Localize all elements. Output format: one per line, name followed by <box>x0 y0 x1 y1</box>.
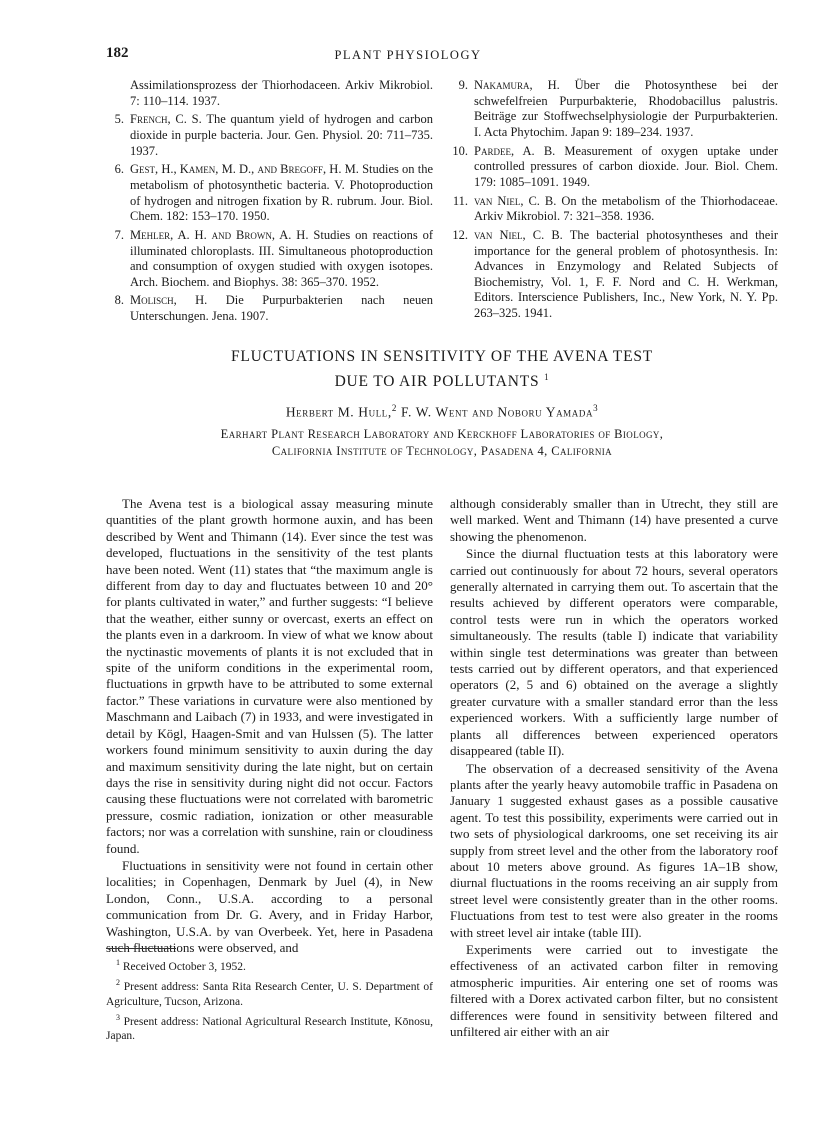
footnote-marker: 1 <box>544 372 550 382</box>
reference-number: 7. <box>114 227 124 242</box>
reference-item <box>106 162 433 224</box>
footnote-text: Received October 3, 1952. <box>122 960 246 973</box>
reference-number: 6. <box>114 162 124 177</box>
footnote-text: Present address: Santa Rita Research Center, U. S. Department of Agriculture, Tucson, Arizona. <box>106 980 434 1008</box>
reference-text: On the metabolism of the Thiorhodaceae. Arkiv Mikrobiol. 7: 321–358. 1936. <box>474 193 778 224</box>
body-right-column <box>450 496 778 1041</box>
author-line <box>106 403 778 421</box>
reference-authors: Mehler, A. H. and Brown, A. H. <box>130 227 309 242</box>
references-right-column <box>450 78 778 325</box>
reference-authors: Pardee, A. B. <box>474 143 556 158</box>
footnotes <box>106 955 433 1044</box>
reference-text: Die Purpurbakterien nach neuen Unterschungen. Jena. 1907. <box>130 293 433 324</box>
reference-item <box>106 228 433 290</box>
body-paragraph: although considerably smaller than in Utrecht, they still are well marked. Went and Thimann (14) have presented a curve showing the phenomenon. <box>450 496 778 544</box>
reference-number: 10. <box>452 143 468 158</box>
footnote-marker: 3 <box>116 1012 120 1022</box>
reference-authors: French, C. S. <box>130 112 202 127</box>
reference-authors: Nakamura, H. <box>474 78 560 92</box>
reference-text: The bacterial photosyntheses and their importance for the general problem of photosynthesis. In: Advances in Enzymology and Related Subjects of Biochemistry, Vol. 1, F. F. Nord and C. H. Werkman, Editors. Interscience Publishers, Inc., New York, N. Y. Pp. 263–325. 1941. <box>474 227 778 320</box>
reference-item <box>450 228 778 322</box>
footnote <box>106 1010 433 1045</box>
reference-authors: Gest, H., Kamen, M. D., and Bregoff, H. M. <box>130 162 359 177</box>
title-line-2 <box>106 367 778 392</box>
reference-number: 8. <box>114 293 124 308</box>
reference-text: Assimilationsprozess der Thiorhodaceen. Arkiv Mikrobiol. 7: 110–114. 1937. <box>130 78 433 108</box>
reference-number: 9. <box>458 78 468 92</box>
reference-item <box>106 293 433 324</box>
reference-text: The quantum yield of hydrogen and carbon dioxide in purple bacteria. Jour. Gen. Physiol. 20: 711–735. 1937. <box>130 112 433 158</box>
page-number: 182 <box>106 45 129 61</box>
title-line: FLUCTUATIONS IN SENSITIVITY OF THE AVENA TEST <box>230 348 654 365</box>
reference-text: Studies on the metabolism of photosynthetic bacteria. V. Photoproduction of hydrogen and nitrogen fixation by R. rubrum. Jour. Biol. Chem. 182: 153–170. 1950. <box>130 162 433 224</box>
footnote <box>106 955 433 975</box>
reference-authors: van Niel, C. B. <box>474 193 557 208</box>
reference-item <box>106 112 433 159</box>
author-name: F. W. Went and Noboru Yamada <box>400 404 594 420</box>
reference-text: Studies on reactions of illuminated chloroplasts. III. Simultaneous photoproduction and consumption of oxygen studied with oxygen isotopes. Arch. Biochem. and Biophys. 38: 365–370. 1952. <box>130 227 434 289</box>
reference-number: 12. <box>452 227 468 242</box>
reference-authors: Molisch, H. <box>130 293 208 308</box>
affiliation-line: California Institute of Technology, Pasadena 4, California <box>271 443 613 458</box>
running-header: PLANT PHYSIOLOGY <box>334 48 482 62</box>
footnote <box>106 975 433 1010</box>
body-paragraph: Fluctuations in sensitivity were not found in certain other localities; in Copenhagen, Denmark by Juel (4), in New London, Conn., U.S.A. according to a personal communication from Dr. G. Avery, and in Friday Harbor, Washington, U.S.A. by van Overbeek. Yet, here in Pasadena such fluctuations were observed, and <box>106 857 433 955</box>
title-line: DUE TO AIR POLLUTANTS <box>334 373 540 391</box>
body-paragraph: Experiments were carried out to investigate the effectiveness of an activated carbon filter in removing atmospheric impurities. Air entering one set of rooms was filtered with a Dorex activated carbon filter, but no consistent differences were found in sensitivity between filtered and unfiltered air either with an air <box>450 941 778 1039</box>
body-paragraph: The observation of a decreased sensitivity of the Avena plants after the yearly heavy automobile traffic in Pasadena on January 1 suggested exhaust gases as a possible causative agent. To test this possibility, experiments were carried out in two sets of physiological darkrooms, one set receiving its air supply from street level and the other from the laboratory roof about 10 meters above ground. As figures 1A–1B show, diurnal fluctuations in the rooms receiving an air supply from street level were consistently greater than in the other rooms. Fluctuations from test to test were also greater in the rooms with street level air intake (table III). <box>450 760 778 940</box>
reference-number: 5. <box>114 112 124 127</box>
reference-text: Measurement of oxygen uptake under controlled pressures of carbon dioxide. Jour. Biol. Chem. 179: 1085–1091. 1949. <box>474 143 778 189</box>
reference-item <box>450 194 778 225</box>
reference-authors: van Niel, C. B. <box>474 227 563 242</box>
footnote-marker: 2 <box>116 977 120 987</box>
body-paragraph: Since the diurnal fluctuation tests at this laboratory were carried out continuously for about 72 hours, several operators generally alternated in carrying them out. To ascertain that the results achieved by different operators were comparable, control tests were run in which the operators worked simultaneously. The results (table I) indicate that variability within single test determinations was greater than between tests carried out by different operators, and that experienced operators (2, 5 and 6) obtained on the average a slightly greater curvature with a smaller standard error than the less experienced workers. With a sufficiently large number of plants all differences between experienced operators disappeared (table II). <box>450 546 778 759</box>
reference-text: Über die Photosynthese bei der schwefelfreien Purpurbakterie, Rhodobacillus palustris. Beiträge zur Stoffwechselphysiologie der Purpurbakterien. I. Acta Phytochim. Japan 9: 189–234. 1937. <box>474 78 778 139</box>
author-name: Herbert M. Hull, <box>285 404 392 420</box>
footnote-text: Present address: National Agricultural Research Institute, Kōnosu, Japan. <box>106 1015 433 1043</box>
footnote-marker: 2 <box>391 403 397 413</box>
body-paragraph: The Avena test is a biological assay measuring minute quantities of the plant growth hormone auxin, and has been described by Went and Thimann (14). Ever since the test was developed, fluctuations in the sensitivity of the test plants have been noted. Went (11) states that “the maximum angle is different from day to day and fluctuates between 10 and 20° for plants cultivated in water,” and further suggests: “I believe that the weather, either sunny or overcast, exerts an effect on the plants even in a darkroom. In view of what we know about the nyctinastic movements of plants it is not excluded that in spite of the uniform conditions in the experimental room, fluctuations in grpwth have to be attributed to some external factor.” These variations in curvature were also mentioned by Maschmann and Laibach (7) in 1933, and were investigated in detail by Kögl, Haagen-Smit and van Hulssen (5). The latter workers found minimum sensitivity to auxin during the day and maximum sensitivity during the late night, but on certain days the rise in sensitivity during night did not occur. Factors causing these fluctuations were not correlated with barometric pressure, cosmic radiation, ionization or other measurable factors; nor was a correlation with sunshine, rain or cloudiness found. <box>106 496 433 856</box>
reference-item <box>450 78 778 140</box>
affiliation-line: Earhart Plant Research Laboratory and Kerckhoff Laboratories of Biology, <box>220 427 664 441</box>
body-left-column <box>106 496 433 957</box>
article-title <box>106 347 778 392</box>
footnote-marker: 3 <box>593 403 599 413</box>
reference-item <box>106 78 433 109</box>
references-left-column <box>106 78 433 328</box>
affiliation <box>106 426 778 459</box>
footnote-divider <box>106 948 176 949</box>
footnote-marker: 1 <box>116 958 120 967</box>
reference-item <box>450 144 778 191</box>
reference-number: 11. <box>452 193 468 208</box>
